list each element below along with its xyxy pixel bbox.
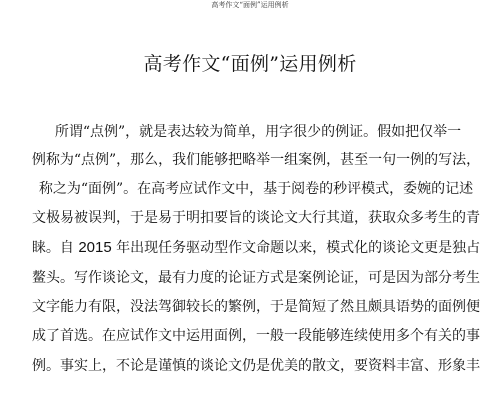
document-title: 高考作文“面例”运用例析 [143,53,357,75]
body-line-2: 例称为“点例”，那么，我们能够把略举一组案例，甚至一句一例的写法， [31,152,481,168]
body-line-3: 称之为“面例”。在高考应试作文中，基于阅卷的秒评模式，委婉的记述 [38,181,474,197]
body-line-4: 文极易被误判，于是易于明扣要旨的谈论文大行其道，获取众多考生的青 [32,210,480,226]
body-line-5-suffix: 年出现任务驱动型作文命题以来，模式化的谈论文更是独占 [116,240,481,256]
body-line-8: 成了首选。在应试作文中运用面例，一般一段能够连续使用多个有关的事 [32,328,480,344]
body-line-5 [6,238,500,258]
body-line-6: 鳌头。写作谈论文，最有力度的论证方式是案例论证，可是因为部分考生 [32,270,480,286]
body-line-7: 文字能力有限，没法驾御较长的繁例，于是简短了然且颇具语势的面例便 [32,299,480,315]
running-header: 高考作文“面例”运用例析 [211,1,289,9]
year-number: 2015 [78,239,112,256]
body-line-1: 所谓“点例”，就是表达较为简单，用字很少的例证。假如把仅举一 [54,124,462,140]
body-line-5-prefix: 睐。自 [31,240,74,256]
body-line-9: 例。事实上，不论是谨慎的谈论文仍是优美的散文，要资料丰富、形象丰 [32,358,480,374]
